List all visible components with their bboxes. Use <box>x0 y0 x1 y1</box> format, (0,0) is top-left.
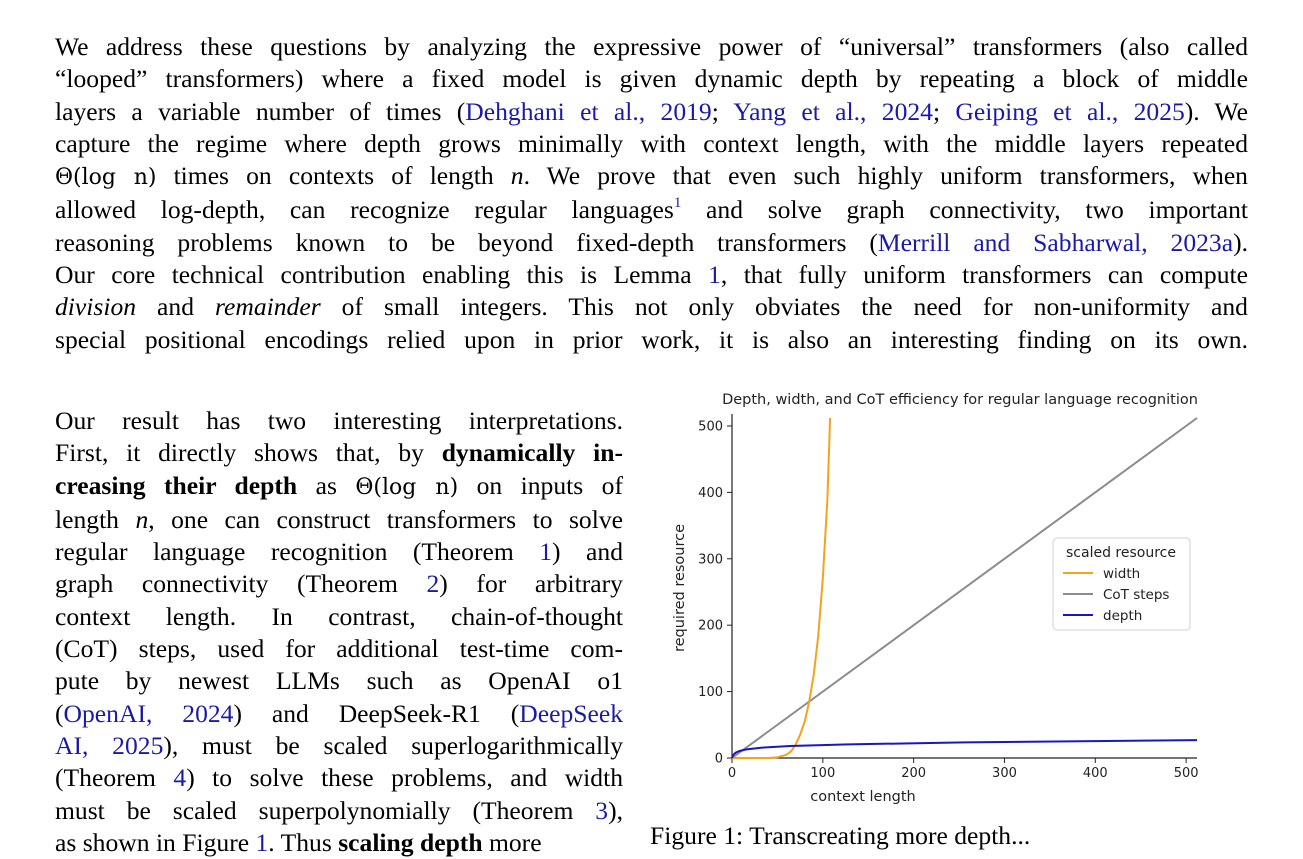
text-line: length n, one can construct transformers to solve <box>55 504 623 534</box>
theorem-1-link[interactable]: 1 <box>539 537 553 567</box>
figure-1-link[interactable]: 1 <box>255 827 269 857</box>
x-tick-label: 100 <box>810 766 836 781</box>
footnote-link[interactable]: 1 <box>673 195 682 212</box>
citation-link-merrill[interactable]: Merrill and Sabharwal, 2023a <box>877 227 1234 257</box>
x-tick-label: 500 <box>1173 766 1199 781</box>
x-axis-label: context length <box>810 789 916 805</box>
text-line: regular language recognition (Theorem 1) and <box>55 537 624 567</box>
theorem-2-link[interactable]: 2 <box>426 569 440 599</box>
text-segment: layers a variable number of times ( <box>55 96 466 126</box>
citation-link-deepseek-cont[interactable]: AI, 2025 <box>55 730 164 760</box>
math-n: n <box>510 161 524 191</box>
x-tick-label: 0 <box>727 766 737 781</box>
y-tick-label: 300 <box>698 552 723 568</box>
text-line: creasing their depth as Θ(log n) on inputs of <box>55 470 623 500</box>
text-line: Our result has two interesting interpretations. <box>55 406 623 435</box>
figure-1-chart <box>660 385 1220 810</box>
math-theta-log-n: Θ(log n) <box>355 474 459 500</box>
citation-link-geiping[interactable]: Geiping et al., 2025 <box>955 96 1185 126</box>
paragraph-interpretations <box>55 405 623 859</box>
y-tick-label: 100 <box>698 685 723 701</box>
bold-scaling-depth: scaling depth <box>338 827 483 857</box>
legend-label: CoT steps <box>1103 587 1170 603</box>
citation-link-openai[interactable]: OpenAI, 2024 <box>63 698 234 728</box>
emphasis-division: division <box>55 292 137 322</box>
bold-creasing-depth: creasing their depth <box>55 470 298 500</box>
y-axis-label: required resource <box>672 523 688 653</box>
text-line: layers a variable number of times (Dehghani et al., 2019; Yang et al., 2024; Geiping et al., 2025). We <box>55 96 1249 126</box>
text-line: Θ(log n) times on contexts of length n. We prove that even such highly uniform transformers, when <box>55 161 1248 191</box>
series-line-width <box>732 418 830 758</box>
legend-title: scaled resource <box>1066 545 1176 561</box>
x-tick-label: 400 <box>1082 766 1108 781</box>
theorem-3-link[interactable]: 3 <box>595 795 609 825</box>
x-tick-label: 300 <box>992 766 1017 781</box>
text-line: reasoning problems known to be beyond fixed-depth transformers (Merrill and Sabharwal, 2023a). <box>55 227 1249 257</box>
series-line-depth <box>732 740 1197 758</box>
text-line: capture the regime where depth grows minimally with context length, with the middle layers repeated <box>55 128 1248 158</box>
theorem-4-link[interactable]: 4 <box>173 763 187 793</box>
figure-caption-fragment: Figure 1: Transcreating more depth... <box>650 821 1031 850</box>
text-line: context length. In contrast, chain-of-thought <box>55 601 623 631</box>
text-line: special positional encodings relied upon in prior work, it is also an interesting finding on its own. <box>55 324 1248 354</box>
text-line: (OpenAI, 2024) and DeepSeek-R1 (DeepSeek <box>55 698 623 728</box>
text-line: graph connectivity (Theorem 2) for arbitrary <box>55 569 623 599</box>
y-tick-label: 400 <box>698 485 723 501</box>
y-tick-label: 200 <box>698 618 723 634</box>
text-line: division and remainder of small integers. This not only obviates the need for non-uniformity and <box>55 292 1248 322</box>
text-line: AI, 2025), must be scaled superlogarithmically <box>55 730 623 760</box>
citation-link-yang[interactable]: Yang et al., 2024 <box>733 96 933 126</box>
text-line: Our core technical contribution enabling this is Lemma 1, that fully uniform transformers can compute <box>55 260 1248 290</box>
bold-dynamically-increasing: dynamically in- <box>441 438 623 468</box>
math-n: n <box>135 504 149 534</box>
text-line: “looped” transformers) where a fixed model is given dynamic depth by repeating a block of middle <box>55 64 1248 94</box>
paragraph-expressive-power <box>55 31 1248 356</box>
text-line: as shown in Figure 1. Thus scaling depth more <box>55 827 542 857</box>
chart-legend <box>1053 538 1190 630</box>
text-line: must be scaled superpolynomially (Theorem 3), <box>55 795 623 825</box>
legend-label: depth <box>1103 608 1143 624</box>
citation-link-dehghani[interactable]: Dehghani et al., 2019 <box>465 96 712 126</box>
lemma-link[interactable]: 1 <box>708 260 721 290</box>
text-segment: ). We <box>1184 96 1249 126</box>
text-line: pute by newest LLMs such as OpenAI o1 <box>55 666 623 696</box>
math-theta-log-n: Θ(log n) <box>55 165 157 191</box>
emphasis-remainder: remainder <box>214 292 321 322</box>
chart-title: Depth, width, and CoT efficiency for regular language recognition <box>722 392 1198 408</box>
text-line: We address these questions by analyzing the expressive power of “universal” transformers (also called <box>55 32 1248 61</box>
text-line: First, it directly shows that, by dynamically in- <box>55 438 623 468</box>
y-tick-label: 0 <box>714 751 723 767</box>
legend-label: width <box>1103 566 1141 582</box>
text-line: (CoT) steps, used for additional test-time com- <box>55 634 623 664</box>
y-tick-label: 500 <box>698 419 723 435</box>
text-line: allowed log-depth, can recognize regular languages$^1$ and solve graph connectivity, two important <box>55 195 1248 225</box>
citation-link-deepseek[interactable]: DeepSeek <box>519 698 623 728</box>
x-tick-label: 200 <box>901 766 927 781</box>
text-line: (Theorem 4) to solve these problems, and width <box>55 763 623 793</box>
